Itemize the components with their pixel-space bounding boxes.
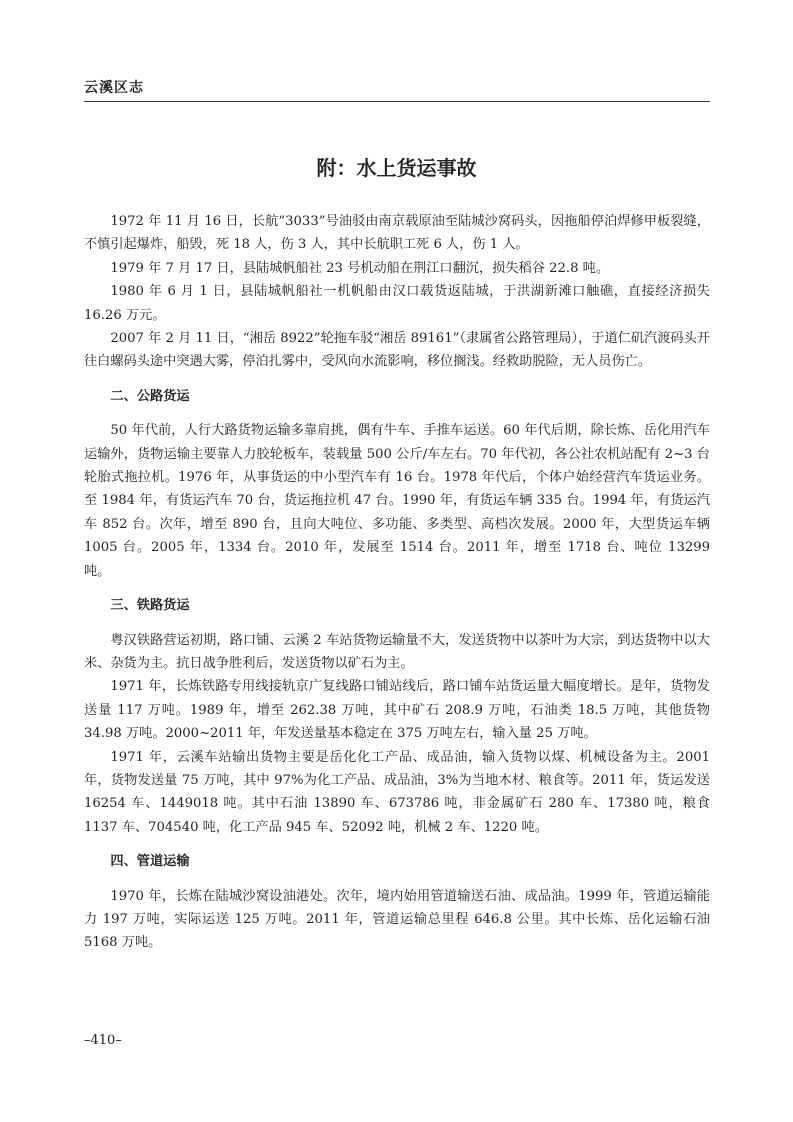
running-header: 云溪区志 [84, 80, 144, 96]
article-body [84, 210, 710, 955]
paragraph: 1972 年 11 月 16 日，长航“3033”号油驳由南京载原油至陆城沙窝码头，因拖船停泊焊修甲板裂缝，不慎引起爆炸，船毁，死 18 人，伤 3 人，其中长航职工死 6 人，伤 1 人。 [84, 214, 710, 253]
section-heading: 二、公路货运 [110, 388, 190, 404]
page-number: –410– [84, 1033, 122, 1048]
paragraph: 1971 年，长炼铁路专用线接轨京广复线路口铺站线后，路口铺车站货运量大幅度增长。是年，货物发送量 117 万吨。1989 年，增至 262.38 万吨，其中矿石 208.9 万吨，石油类 18.5 万吨，其他货物 34.98 万吨。2000~2011 年，年发送量基本稳定在 375 万吨左右，输入量 25 万吨。 [84, 679, 710, 742]
page-title: 附：水上货运事故 [316, 156, 477, 180]
header-divider [84, 101, 710, 102]
paragraph: 1980 年 6 月 1 日，县陆城帆船社一机帆船由汉口载货返陆城，于洪湖新滩口触礁，直接经济损失 16.26 万元。 [84, 284, 710, 323]
paragraph: 1971 年，云溪车站输出货物主要是岳化化工产品、成品油，输入货物以煤、机械设备为主。2001 年，货物发送量 75 万吨，其中 97%为化工产品、成品油，3%为当地木材、粮食等。2011 年，货运发送 16254 车、1449018 吨。其中石油 13890 车、673786 吨，非金属矿石 280 车、17380 吨，粮食 1137 车、704540 吨，化工产品 945 车、52092 吨，机械 2 车、1220 吨。 [84, 749, 710, 835]
paragraph: 1970 年，长炼在陆城沙窝设油港处。次年，境内始用管道输送石油、成品油。1999 年，管道运输能力 197 万吨，实际运送 125 万吨。2011 年，管道运输总里程 646.8 公里。其中长炼、岳化运输石油 5168 万吨。 [84, 888, 710, 951]
section-heading: 三、铁路货运 [110, 598, 190, 614]
section-heading: 四、管道运输 [110, 854, 190, 870]
paragraph: 2007 年 2 月 11 日，“湘岳 8922”轮拖车驳“湘岳 89161”（隶属省公路管理局），于道仁矶汽渡码头开往白螺码头途中突遇大雾，停泊扎雾中，受风向水流影响，移位搁浅。经救助脱险，无人员伤亡。 [84, 331, 710, 370]
paragraph: 1979 年 7 月 17 日，县陆城帆船社 23 号机动船在荆江口翻沉，损失稻谷 22.8 吨。 [110, 260, 610, 276]
paragraph: 50 年代前，人行大路货物运输多靠肩挑，偶有牛车、手推车运送。60 年代后期，除长炼、岳化用汽车运输外，货物运输主要靠人力胶轮板车，装载量 500 公斤/车左右。70 年代初，各公社农机站配有 2~3 台轮胎式拖拉机。1976 年，从事货运的中小型汽车有 16 台。1978 年代后，个体户始经营汽车货运业务。至 1984 年，有货运汽车 70 台，货运拖拉机 47 台。1990 年，有货运车辆 335 台。1994 年，有货运汽车 852 台。次年，增至 890 台，且向大吨位、多功能、多类型、高档次发展。2000 年，大型货运车辆 1005 台。2005 年，1334 台。2010 年，发展至 1514 台。2011 年，增至 1718 台、吨位 13299 吨。 [84, 423, 710, 579]
paragraph: 粤汉铁路营运初期，路口铺、云溪 2 车站货物运输量不大，发送货物中以茶叶为大宗，到达货物中以大米、杂货为主。抗日战争胜利后，发送货物以矿石为主。 [84, 632, 710, 671]
